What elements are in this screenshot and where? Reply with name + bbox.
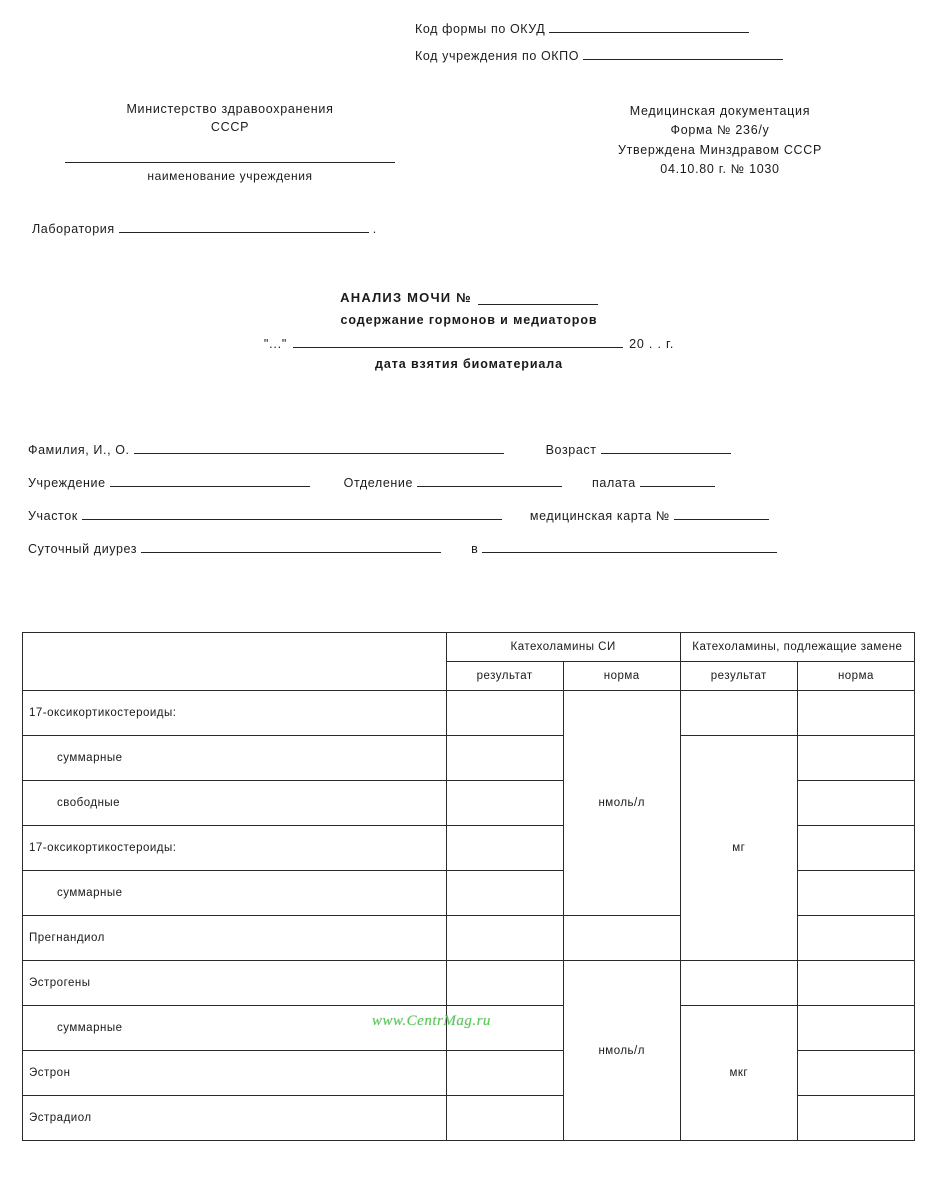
cell-result-1[interactable]	[446, 826, 563, 871]
cell-result-1[interactable]	[446, 961, 563, 1006]
code-block	[415, 22, 915, 76]
cell-norm-2[interactable]	[797, 691, 914, 736]
results-table	[22, 632, 915, 1141]
form-info-line-1: Медицинская документация	[629, 104, 811, 118]
form-info-line-2: Форма № 236/у	[670, 123, 770, 138]
department-input[interactable]	[417, 486, 562, 487]
table-header-group-2: Катехоламины, подлежащие замене	[680, 633, 914, 662]
cell-result-1[interactable]	[446, 916, 563, 961]
row-label: суммарные	[23, 1006, 447, 1051]
code-okpo-label: Код учреждения по ОКПО	[415, 49, 580, 63]
code-okud-label: Код формы по ОКУД	[415, 22, 546, 36]
title-block	[0, 290, 938, 371]
table-header-blank	[23, 633, 447, 691]
row-label: Эстрон	[23, 1051, 447, 1096]
cell-result-2[interactable]	[680, 691, 797, 736]
page-title	[0, 290, 938, 305]
ward-input[interactable]	[640, 486, 715, 487]
date-caption: дата взятия биоматериала	[375, 357, 563, 371]
laboratory-label: Лаборатория	[32, 222, 115, 236]
unit-cell-3: нмоль/л	[563, 961, 680, 1141]
cell-norm-2[interactable]	[797, 961, 914, 1006]
cell-norm-2[interactable]	[797, 1051, 914, 1096]
form-info-block	[520, 102, 920, 180]
code-row-okud	[415, 22, 915, 36]
date-row	[0, 337, 938, 351]
date-prefix: "..."	[263, 337, 288, 351]
cell-norm-2[interactable]	[797, 736, 914, 781]
age-label: Возраст	[545, 443, 597, 457]
row-label: суммарные	[23, 871, 447, 916]
unit-cell-1: нмоль/л	[563, 691, 680, 916]
cell-norm-2[interactable]	[797, 781, 914, 826]
cell-result-1[interactable]	[446, 1051, 563, 1096]
table-row	[23, 736, 915, 781]
table-row	[23, 961, 915, 1006]
cell-result-2[interactable]	[563, 916, 680, 961]
site-label: Участок	[28, 509, 78, 523]
laboratory-period: .	[372, 222, 377, 236]
cell-norm-2[interactable]	[797, 871, 914, 916]
table-header-group-row	[23, 633, 915, 662]
diuresis-separator: в	[471, 542, 479, 556]
page-title-text: АНАЛИЗ МОЧИ №	[340, 290, 472, 305]
field-row-diuresis	[28, 542, 908, 556]
department-label: Отделение	[343, 476, 414, 490]
unit-cell-4: мкг	[680, 1006, 797, 1141]
row-label: Прегнандиол	[23, 916, 447, 961]
cell-result-1[interactable]	[446, 736, 563, 781]
row-label: 17-оксикортикостероиды:	[23, 826, 447, 871]
ward-label: палата	[592, 476, 636, 490]
diuresis-input[interactable]	[141, 552, 441, 553]
form-info-line-3: Утверждена Минздравом СССР	[617, 142, 823, 157]
cell-result-1[interactable]	[446, 691, 563, 736]
institution-name-caption: наименование учреждения	[147, 169, 313, 183]
table-header-norm-1: норма	[563, 662, 680, 691]
row-label: суммарные	[23, 736, 447, 781]
cell-result-1[interactable]	[446, 781, 563, 826]
age-input[interactable]	[601, 453, 731, 454]
cell-norm-2[interactable]	[797, 1096, 914, 1141]
cell-result-1[interactable]	[446, 1096, 563, 1141]
diuresis-value-input[interactable]	[482, 552, 777, 553]
field-row-fio	[28, 443, 908, 457]
row-label: Эстрадиол	[23, 1096, 447, 1141]
code-okpo-line[interactable]	[583, 59, 783, 60]
cell-result-1[interactable]	[446, 871, 563, 916]
institution-label: Учреждение	[28, 476, 106, 490]
cell-norm-2[interactable]	[797, 1006, 914, 1051]
laboratory-row	[32, 222, 462, 236]
analysis-number-line[interactable]	[478, 291, 598, 305]
code-okud-line[interactable]	[549, 32, 749, 33]
ministry-block	[35, 102, 425, 183]
patient-fields	[28, 443, 908, 575]
row-label: 17-оксикортикостероиды:	[23, 691, 447, 736]
field-row-site	[28, 509, 908, 523]
card-input[interactable]	[674, 519, 769, 520]
cell-result-2[interactable]	[680, 961, 797, 1006]
fio-input[interactable]	[134, 453, 504, 454]
laboratory-line[interactable]	[119, 232, 369, 233]
card-label: медицинская карта №	[529, 509, 670, 523]
form-info-line-4: 04.10.80 г. № 1030	[660, 162, 780, 177]
row-label: Эстрогены	[23, 961, 447, 1006]
diuresis-label: Суточный диурез	[28, 542, 138, 556]
site-input[interactable]	[82, 519, 502, 520]
institution-name-line[interactable]	[65, 162, 395, 163]
institution-input[interactable]	[110, 486, 310, 487]
cell-norm-2[interactable]	[797, 826, 914, 871]
fio-label: Фамилия, И., О.	[28, 443, 130, 457]
table-row	[23, 691, 915, 736]
field-row-institution	[28, 476, 908, 490]
date-line[interactable]	[293, 347, 623, 348]
table-header-result-1: результат	[446, 662, 563, 691]
code-row-okpo	[415, 49, 915, 63]
table-header-result-2: результат	[680, 662, 797, 691]
watermark: www.CentrMag.ru	[372, 1013, 491, 1029]
date-suffix: 20 . . г.	[629, 337, 675, 351]
ministry-line-2: СССР	[210, 120, 250, 134]
ministry-line-1: Министерство здравоохранения	[126, 102, 334, 116]
cell-norm-2[interactable]	[797, 916, 914, 961]
page-subtitle: содержание гормонов и медиаторов	[340, 313, 598, 327]
unit-cell-2: мг	[680, 736, 797, 961]
table-header-norm-2: норма	[797, 662, 914, 691]
row-label: свободные	[23, 781, 447, 826]
table-header-group-1: Катехоламины СИ	[446, 633, 680, 662]
